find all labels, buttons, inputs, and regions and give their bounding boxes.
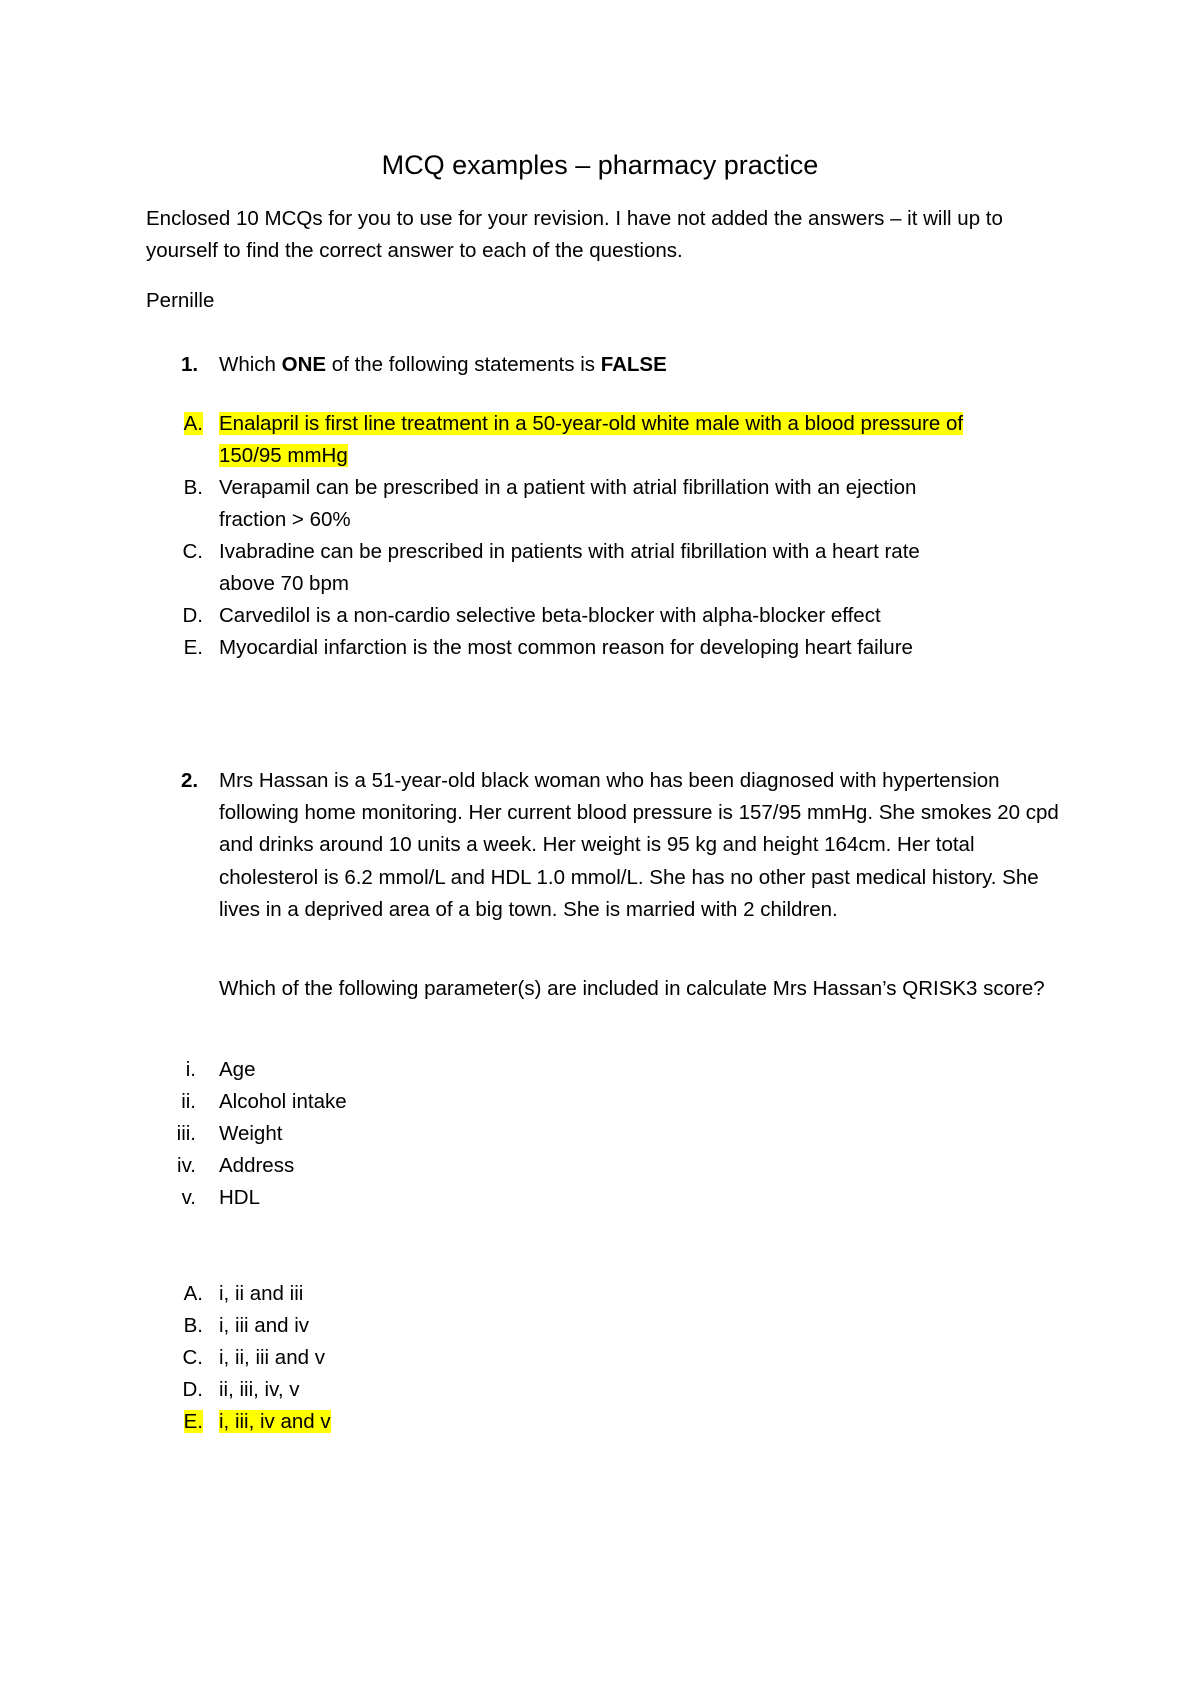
option-a-line-2 bbox=[219, 440, 348, 472]
option-text: Enalapril is first line treatment in a 50-year-old white male with a blood pressure of bbox=[219, 412, 964, 435]
option-a: i, ii and iii bbox=[219, 1282, 304, 1305]
option-letter bbox=[143, 408, 203, 440]
option-letter: E. bbox=[183, 636, 203, 659]
option-letter-text: E. bbox=[183, 1410, 203, 1433]
param-numeral: v. bbox=[181, 1186, 196, 1209]
stem-text: of the following statements is bbox=[326, 353, 601, 376]
param-age: Age bbox=[219, 1058, 256, 1081]
option-c-line-2: above 70 bpm bbox=[219, 572, 349, 595]
case-description: Mrs Hassan is a 51-year-old black woman who has been diagnosed with hypertension following home monitoring. Her current blood pressure is 157/95 mmHg. She smokes 20 cpd and drinks around 10 units a week. Her weight is 95 kg and height 164cm. Her total cholesterol is 6.2 mmol/L and HDL 1.0 mmol/L. She has no other past medical history. She lives in a deprived area of a big town. She is married with 2 children. bbox=[219, 769, 1059, 921]
option-e bbox=[219, 1406, 331, 1438]
option-letter: C. bbox=[182, 1346, 203, 1369]
param-hdl: HDL bbox=[219, 1186, 261, 1209]
option-e-line-1: Myocardial infarction is the most common reason for developing heart failure bbox=[219, 636, 913, 659]
option-d-line-1: Carvedilol is a non-cardio selective beta-blocker with alpha-blocker effect bbox=[219, 604, 881, 627]
option-c: i, ii, iii and v bbox=[219, 1346, 325, 1369]
option-letter bbox=[143, 1406, 203, 1438]
option-letter: C. bbox=[182, 540, 203, 563]
option-b-line-2: fraction > 60% bbox=[219, 508, 351, 531]
question-number: 2. bbox=[181, 769, 199, 792]
option-text: 150/95 mmHg bbox=[219, 444, 348, 467]
intro-paragraph: Enclosed 10 MCQs for you to use for your revision. I have not added the answers – it will up to yourself to find the correct answer to each of the questions. bbox=[146, 207, 1003, 262]
param-numeral: i. bbox=[185, 1058, 196, 1081]
author-signature: Pernille bbox=[146, 289, 215, 312]
question-stem bbox=[219, 349, 667, 381]
option-text: i, iii, iv and v bbox=[219, 1410, 331, 1433]
param-alcohol: Alcohol intake bbox=[219, 1090, 347, 1113]
param-numeral: iii. bbox=[176, 1122, 196, 1145]
page-title: MCQ examples – pharmacy practice bbox=[381, 150, 819, 180]
stem-text: Which bbox=[219, 353, 282, 376]
option-c-line-1: Ivabradine can be prescribed in patients with atrial fibrillation with a heart rate bbox=[219, 540, 920, 563]
stem-emphasis: FALSE bbox=[600, 353, 667, 376]
option-letter-text: A. bbox=[183, 412, 203, 435]
param-numeral: iv. bbox=[177, 1154, 196, 1177]
option-letter: D. bbox=[182, 1378, 203, 1401]
param-numeral: ii. bbox=[181, 1090, 196, 1113]
question-stem: Which of the following parameter(s) are included in calculate Mrs Hassan’s QRISK3 score? bbox=[219, 977, 1045, 1000]
param-weight: Weight bbox=[219, 1122, 283, 1145]
option-a-line-1 bbox=[219, 408, 963, 440]
option-letter: B. bbox=[183, 476, 203, 499]
option-letter: B. bbox=[183, 1314, 203, 1337]
option-b: i, iii and iv bbox=[219, 1314, 310, 1337]
option-b-line-1: Verapamil can be prescribed in a patient with atrial fibrillation with an ejection bbox=[219, 476, 917, 499]
option-letter: D. bbox=[182, 604, 203, 627]
stem-emphasis: ONE bbox=[281, 353, 327, 376]
option-d: ii, iii, iv, v bbox=[219, 1378, 300, 1401]
question-number: 1. bbox=[181, 353, 199, 376]
param-address: Address bbox=[219, 1154, 295, 1177]
option-letter: A. bbox=[183, 1282, 203, 1305]
